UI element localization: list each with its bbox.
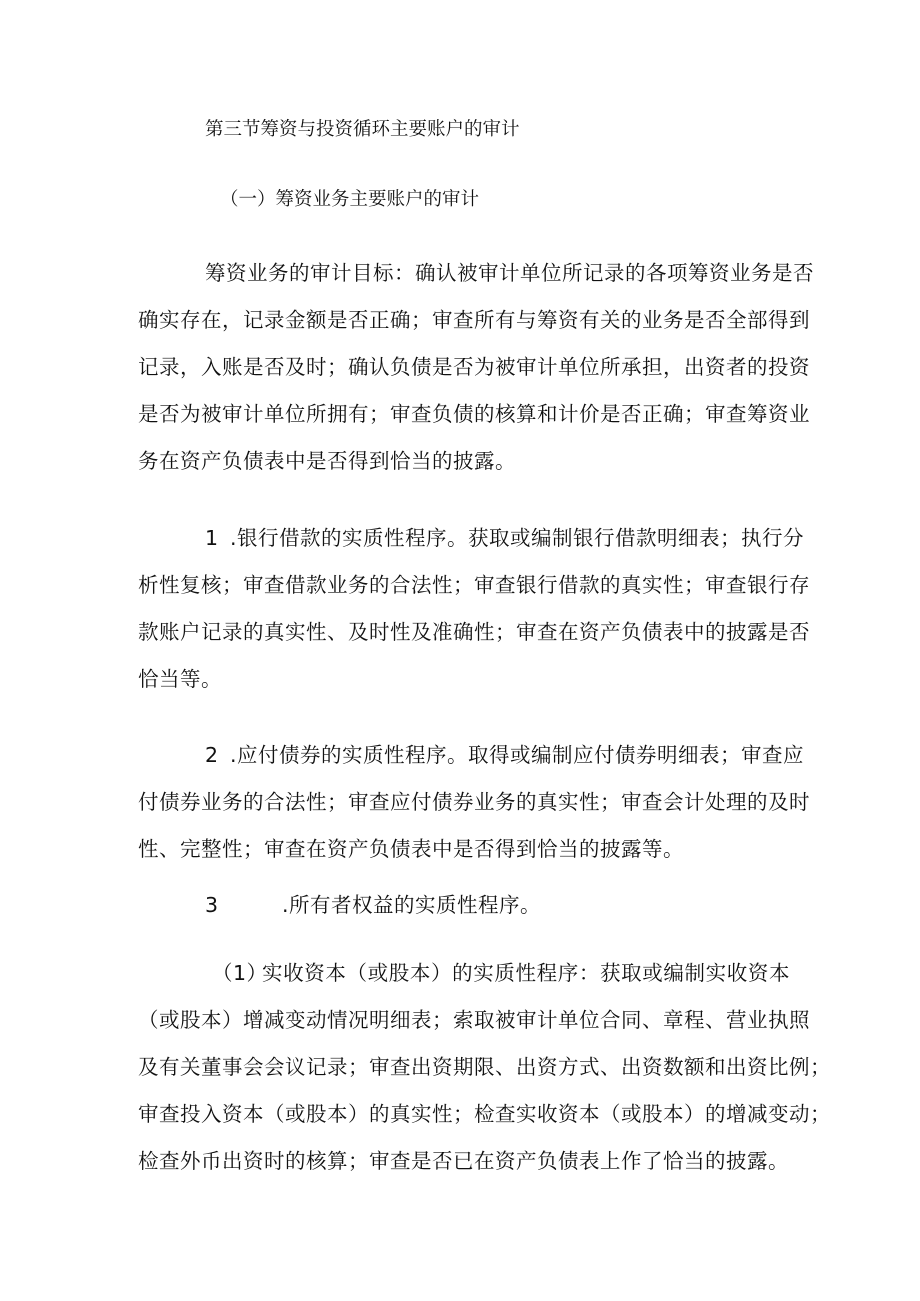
objective-line-1: 筹资业务的审计目标：确认被审计单位所记录的各项筹资业务是否	[205, 261, 814, 285]
subsection-title: （一）筹资业务主要账户的审计	[220, 189, 480, 210]
item3-1-line-3: 及有关董事会会议记录；审查出资期限、出资方式、出资数额和出资比例；	[138, 1055, 831, 1079]
item1-line-4: 恰当等。	[138, 667, 222, 691]
section-title: 第三节筹资与投资循环主要账户的审计	[205, 119, 520, 140]
item3-number: 3	[205, 893, 219, 917]
item3-1-line-4: 审查投入资本（或股本）的真实性；检查实收资本（或股本）的增减变动；	[138, 1102, 831, 1126]
item1-line-2: 析性复核；审查借款业务的合法性；审查银行借款的真实性；审查银行存	[138, 573, 810, 597]
objective-line-4: 是否为被审计单位所拥有；审查负债的核算和计价是否正确；审查筹资业	[138, 402, 810, 426]
item3-1-number: （1）	[212, 961, 268, 985]
item3-text: .所有者权益的实质性程序。	[282, 893, 542, 917]
item1-number: 1	[205, 526, 219, 550]
item2-line-1: .应付债券的实质性程序。取得或编制应付债券明细表；审查应	[230, 743, 805, 767]
item1-line-3: 款账户记录的真实性、及时性及准确性；审查在资产负债表中的披露是否	[138, 620, 810, 644]
item2-line-2: 付债券业务的合法性；审查应付债券业务的真实性；审查会计处理的及时	[138, 790, 810, 814]
item3-1-line-5: 检查外币出资时的核算；审查是否已在资产负债表上作了恰当的披露。	[138, 1149, 789, 1173]
objective-line-2: 确实存在，记录金额是否正确；审查所有与筹资有关的业务是否全部得到	[138, 308, 810, 332]
objective-line-3: 记录，入账是否及时；确认负债是否为被审计单位所承担，出资者的投资	[138, 355, 810, 379]
item2-line-3: 性、完整性；审查在资产负债表中是否得到恰当的披露等。	[138, 837, 684, 861]
item3-1-line-2: （或股本）增减变动情况明细表；索取被审计单位合同、章程、营业执照	[138, 1008, 810, 1032]
objective-line-5: 务在资产负债表中是否得到恰当的披露。	[138, 449, 516, 473]
item3-1-line-1: 实收资本（或股本）的实质性程序：获取或编制实收资本	[262, 961, 790, 985]
item1-line-1: .银行借款的实质性程序。获取或编制银行借款明细表；执行分	[230, 526, 805, 550]
item2-number: 2	[205, 743, 219, 767]
